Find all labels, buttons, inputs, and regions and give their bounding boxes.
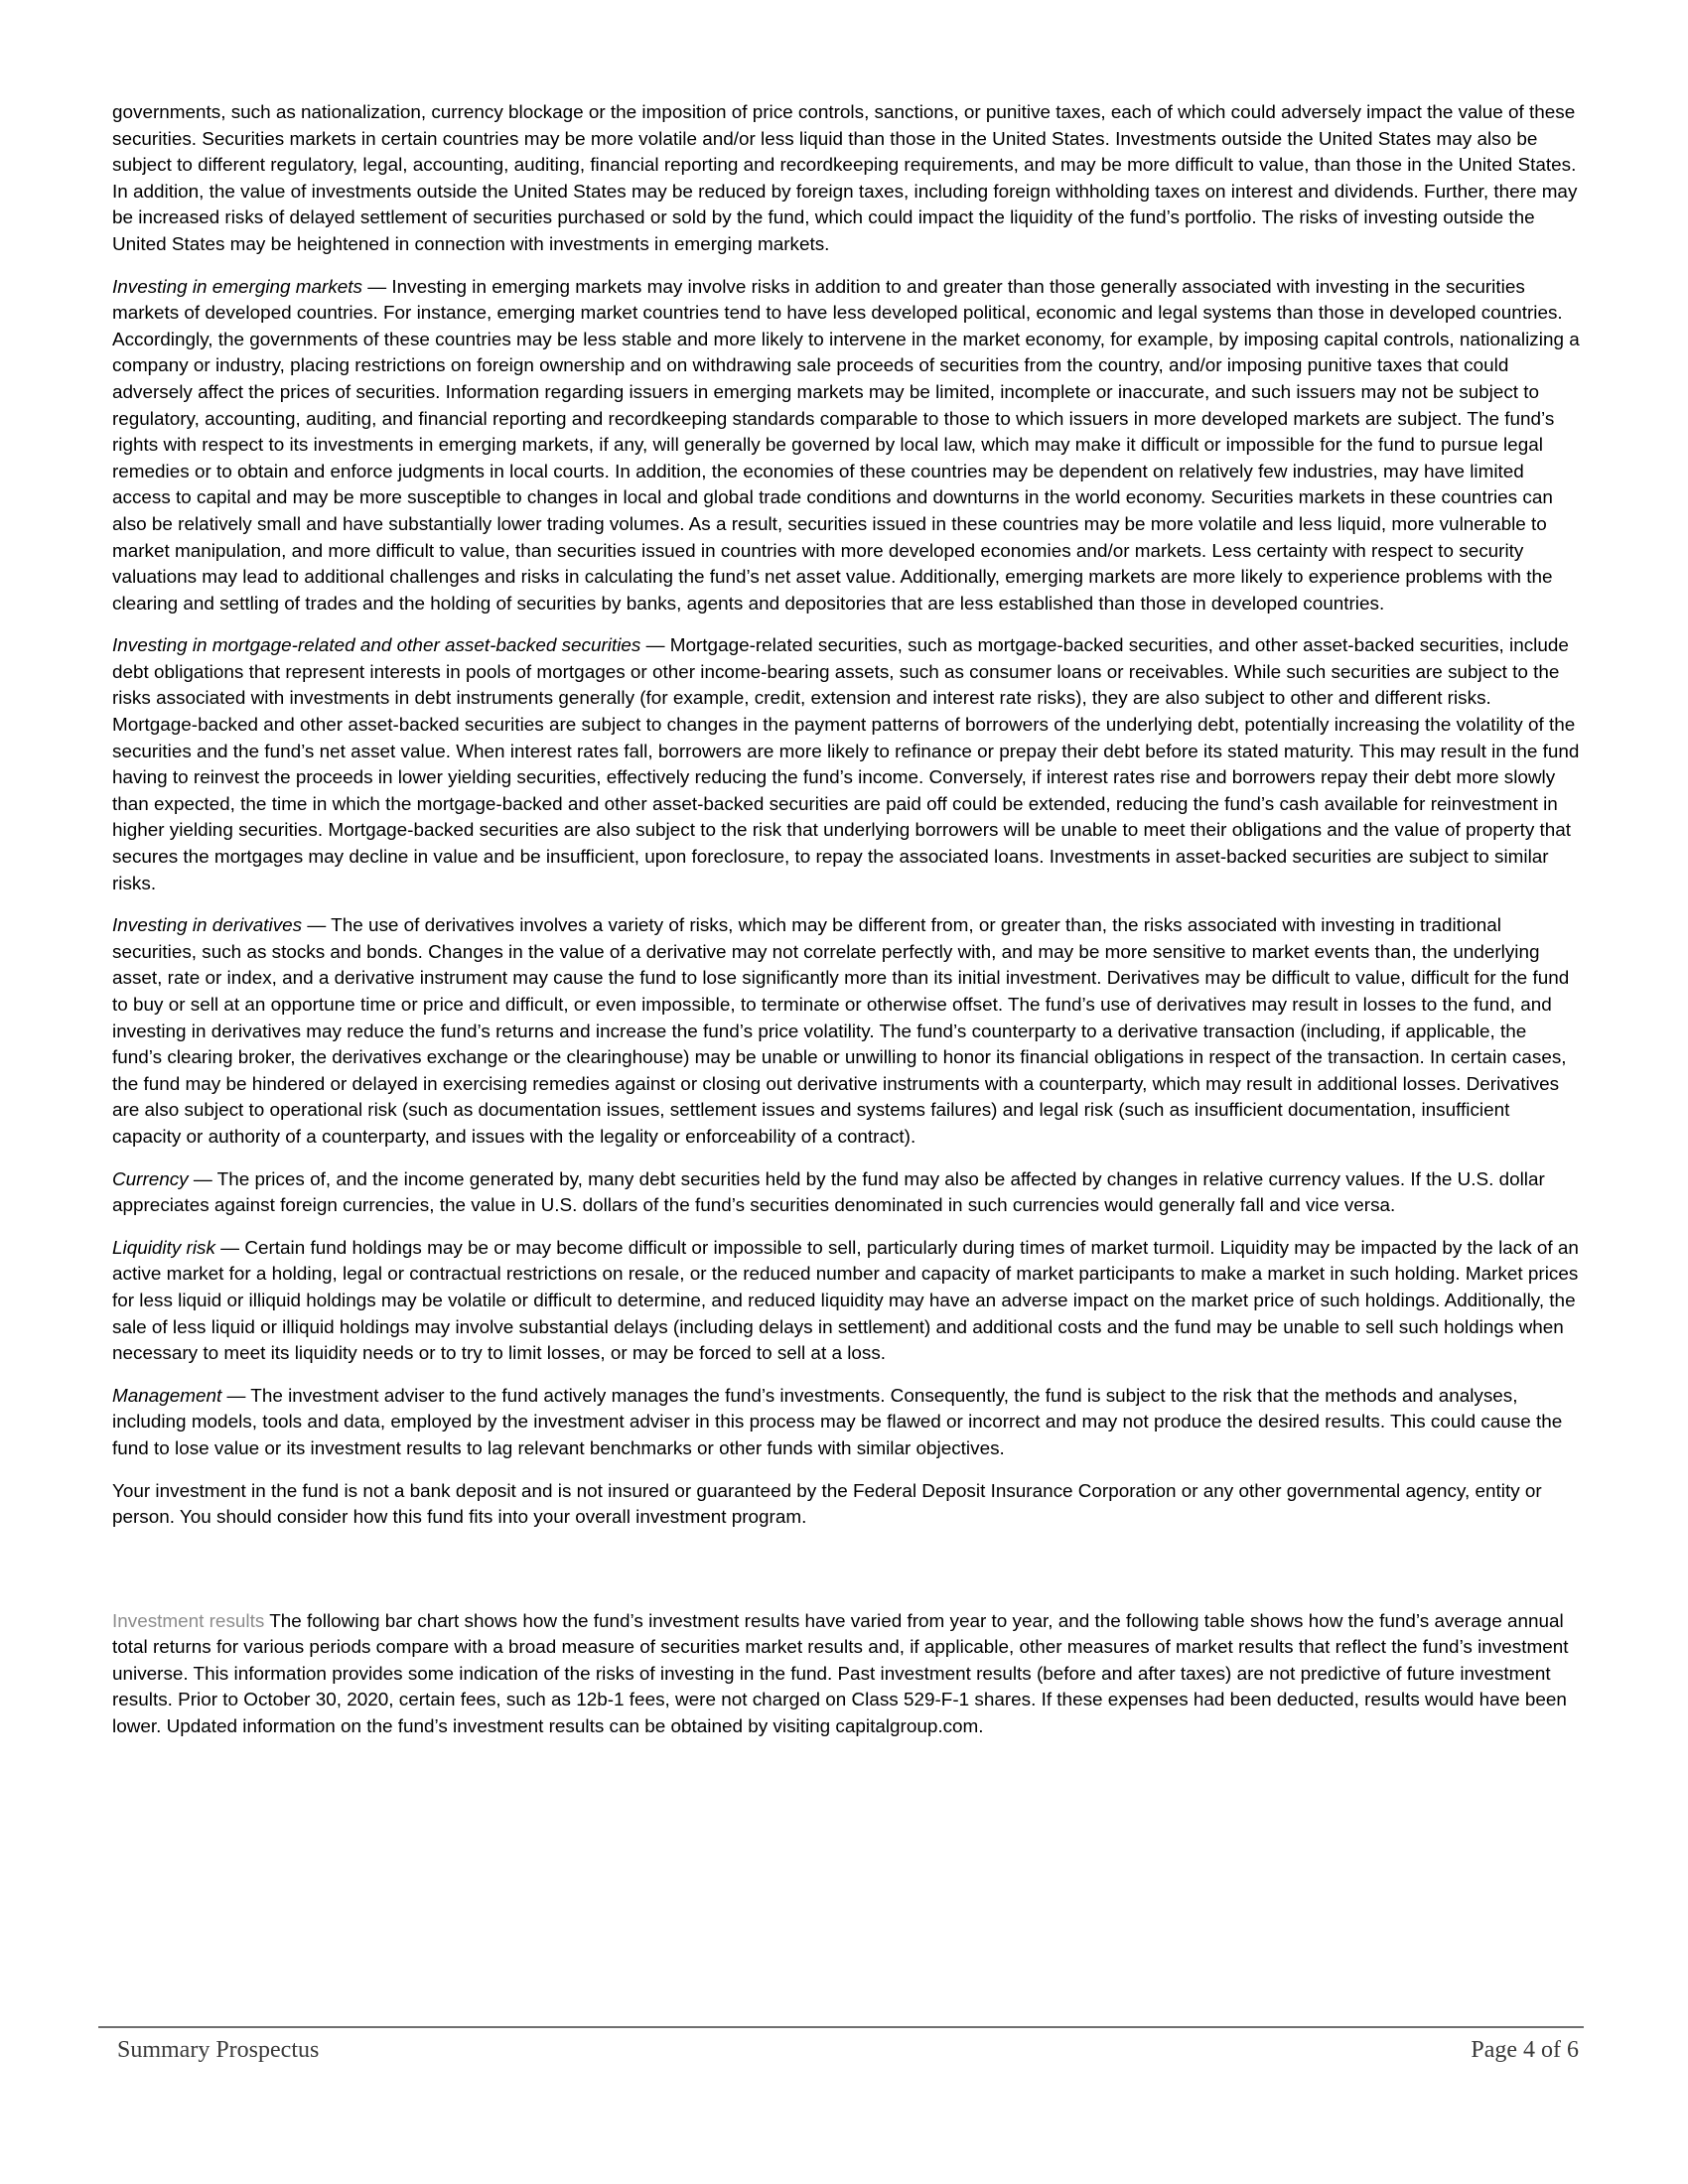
paragraph-lead: Liquidity risk [112, 1237, 215, 1259]
paragraph-text: — Mortgage-related securities, such as mortgage-backed securities, and other asset-backed securities, include debt obligations that represent interests in pools of mortgages or other income-bearing assets, such as consumer loans or receivables. While such securities are subject to the risks associated with investments in debt instruments generally (for example, credit, extension and interest rate risks), they are also subject to other and different risks. Mortgage-backed and other asset-backed securities are subject to changes in the payment patterns of borrowers of the underlying debt, potentially increasing the volatility of the securities and the fund’s net asset value. When interest rates fall, borrowers are more likely to refinance or prepay their debt before its stated maturity. This may result in the fund having to reinvest the proceeds in lower yielding securities, effectively reducing the fund’s income. Conversely, if interest rates rise and borrowers repay their debt more slowly than expected, the time in which the mortgage-backed and other asset-backed securities are paid off could be extended, reducing the fund’s cash available for reinvestment in higher yielding securities. Mortgage-backed securities are also subject to the risk that underlying borrowers will be unable to meet their obligations and the value of property that secures the mortgages may decline in value and be insufficient, upon foreclosure, to repay the associated loans. Investments in asset-backed securities are subject to similar risks. [112, 635, 1580, 894]
paragraph-foreign-securities [112, 100, 1580, 259]
paragraph-text: — The investment adviser to the fund actively manages the fund’s investments. Consequently, the fund is subject to the risk that the methods and analyses, including models, tools and data, employed by the investment adviser in this process may be flawed or incorrect and may not produce the desired results. This could cause the fund to lose value or its investment results to lag relevant benchmarks or other funds with similar objectives. [112, 1385, 1563, 1459]
paragraph-text: The following bar chart shows how the fund’s investment results have varied from year to year, and the following table shows how the fund’s average annual total returns for various periods compare with a broad measure of securities market results and, if applicable, other measures of market results that reflect the fund’s investment universe. This information provides some indication of the risks of investing in the fund. Past investment results (before and after taxes) are not predictive of future investment results. Prior to October 30, 2020, certain fees, such as 12b-1 fees, were not charged on Class 529-F-1 shares. If these expenses had been deducted, results would have been lower. Updated information on the fund’s investment results can be obtained by visiting capitalgroup.com. [112, 1610, 1569, 1738]
paragraph-text: — Investing in emerging markets may involve risks in addition to and greater than those generally associated with investing in the securities markets of developed countries. For instance, emerging market countries tend to have less developed political, economic and legal systems than those in developed countries. Accordingly, the governments of these countries may be less stable and more likely to intervene in the market economy, for example, by imposing capital controls, nationalizing a company or industry, placing restrictions on foreign ownership and on withdrawing sale proceeds of securities from the country, and/or imposing punitive taxes that could adversely affect the prices of securities. Information regarding issuers in emerging markets may be limited, incomplete or inaccurate, and such issuers may not be subject to regulatory, accounting, auditing, and financial reporting and recordkeeping standards comparable to those to which issuers in more developed markets are subject. The fund’s rights with respect to its investments in emerging markets, if any, will generally be governed by local law, which may make it difficult or impossible for the fund to pursue legal remedies or to obtain and enforce judgments in local courts. In addition, the economies of these countries may be dependent on relatively few industries, may have limited access to capital and may be more susceptible to changes in local and global trade conditions and downturns in the world economy. Securities markets in these countries can also be relatively small and have substantially lower trading volumes. As a result, securities issued in these countries may be more volatile and less liquid, more vulnerable to market manipulation, and more difficult to value, than securities issued in countries with more developed economies and/or markets. Less certainty with respect to security valuations may lead to additional challenges and risks in calculating the fund’s net asset value. Additionally, emerging markets are more likely to experience problems with the clearing and settling of trades and the holding of securities by banks, agents and depositories that are less established than those in developed countries. [112, 276, 1580, 614]
paragraph-text: Your investment in the fund is not a bank deposit and is not insured or guaranteed by the Federal Deposit Insurance Corporation or any other governmental agency, entity or person. You should consider how this fund fits into your overall investment program. [112, 1480, 1542, 1529]
paragraph-derivatives [112, 913, 1580, 1151]
paragraph-currency [112, 1167, 1580, 1220]
paragraph-lead: Currency [112, 1168, 189, 1190]
paragraph-lead: Investing in mortgage-related and other asset-backed securities [112, 635, 641, 657]
paragraph-bank-deposit-disclaimer [112, 1479, 1580, 1532]
paragraph-lead: Management [112, 1385, 222, 1407]
paragraph-lead: Investing in derivatives [112, 915, 303, 937]
footer-divider [98, 2026, 1584, 2028]
footer-page-number: Page 4 of 6 [1471, 2037, 1579, 2063]
section-heading-investment-results: Investment results [112, 1610, 265, 1632]
paragraph-mortgage-related [112, 633, 1580, 897]
paragraph-text: governments, such as nationalization, currency blockage or the imposition of price controls, sanctions, or punitive taxes, each of which could adversely impact the value of these securities. Securities markets in certain countries may be more volatile and/or less liquid than those in the United States. Investments outside the United States may also be subject to different regulatory, legal, accounting, auditing, financial reporting and recordkeeping requirements, and may be more difficult to value, than those in the United States. In addition, the value of investments outside the United States may be reduced by foreign taxes, including foreign withholding taxes on interest and dividends. Further, there may be increased risks of delayed settlement of securities purchased or sold by the fund, which could impact the liquidity of the fund’s portfolio. The risks of investing outside the United States may be heightened in connection with investments in emerging markets. [112, 102, 1578, 255]
paragraph-investment-results [112, 1609, 1580, 1741]
paragraph-liquidity-risk [112, 1236, 1580, 1368]
paragraph-management [112, 1384, 1580, 1463]
paragraph-lead: Investing in emerging markets [112, 276, 362, 298]
section-spacer [112, 1548, 1580, 1609]
paragraph-text: — Certain fund holdings may be or may become difficult or impossible to sell, particularly during times of market turmoil. Liquidity may be impacted by the lack of an active market for a holding, legal or contractual restrictions on resale, or the reduced number and capacity of market participants to make a market in such holding. Market prices for less liquid or illiquid holdings may be volatile or difficult to determine, and reduced liquidity may have an adverse impact on the market price of such holdings. Additionally, the sale of less liquid or illiquid holdings may involve substantial delays (including delays in settlement) and additional costs and the fund may be unable to sell such holdings when necessary to meet its liquidity needs or to try to limit losses, or may be forced to sell at a loss. [112, 1237, 1579, 1365]
paragraph-text: — The prices of, and the income generated by, many debt securities held by the fund may also be affected by changes in relative currency values. If the U.S. dollar appreciates against foreign currencies, the value in U.S. dollars of the fund’s securities denominated in such currencies would generally fall and vice versa. [112, 1168, 1545, 1217]
paragraph-emerging-markets [112, 275, 1580, 618]
paragraph-text: — The use of derivatives involves a variety of risks, which may be different from, or greater than, the risks associated with investing in traditional securities, such as stocks and bonds. Changes in the value of a derivative may not correlate perfectly with, and may be more sensitive to market events than, the underlying asset, rate or index, and a derivative instrument may cause the fund to lose significantly more than its initial investment. Derivatives may be difficult to value, difficult for the fund to buy or sell at an opportune time or price and difficult, or even impossible, to terminate or otherwise offset. The fund’s use of derivatives may result in losses to the fund, and investing in derivatives may reduce the fund’s returns and increase the fund’s price volatility. The fund’s counterparty to a derivative transaction (including, if applicable, the fund’s clearing broker, the derivatives exchange or the clearinghouse) may be unable or unwilling to honor its financial obligations in respect of the transaction. In certain cases, the fund may be hindered or delayed in exercising remedies against or closing out derivative instruments with a counterparty, which may result in additional losses. Derivatives are also subject to operational risk (such as documentation issues, settlement issues and systems failures) and legal risk (such as insufficient documentation, insufficient capacity or authority of a counterparty, and issues with the legality or enforceability of a contract). [112, 915, 1570, 1148]
page-footer [117, 2037, 1579, 2064]
document-body [112, 100, 1580, 1757]
footer-document-title: Summary Prospectus [117, 2037, 320, 2063]
